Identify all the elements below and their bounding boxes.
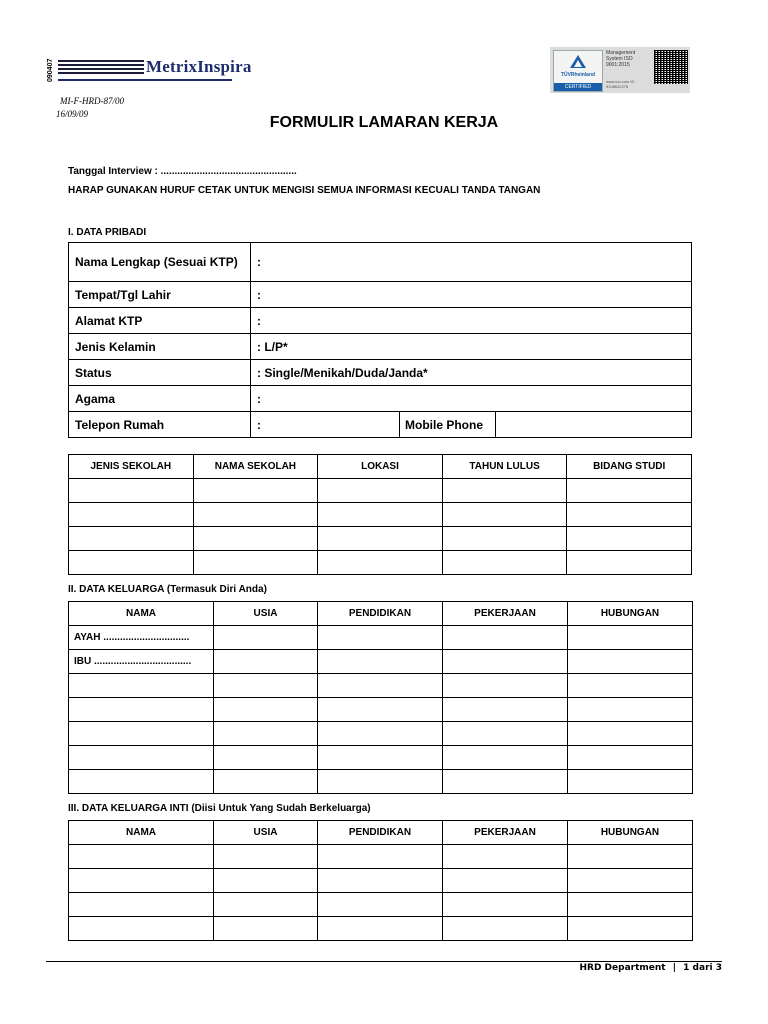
table-row xyxy=(69,503,692,527)
table-cell[interactable] xyxy=(214,893,318,917)
table-row xyxy=(69,698,693,722)
table-cell[interactable] xyxy=(443,869,568,893)
instruction-text: HARAP GUNAKAN HURUF CETAK UNTUK MENGISI SEMUA INFORMASI KECUALI TANDA TANGAN xyxy=(68,185,541,196)
home-phone-field[interactable]: : xyxy=(251,412,400,438)
table-cell[interactable] xyxy=(214,746,318,770)
mother-name-cell[interactable]: IBU ................................... xyxy=(69,650,214,674)
table-cell[interactable] xyxy=(442,479,567,503)
table-cell[interactable] xyxy=(318,527,443,551)
footer-page-number: 1 dari 3 xyxy=(683,963,722,973)
table-cell[interactable] xyxy=(214,626,318,650)
table-row xyxy=(69,282,692,308)
field-label: Mobile Phone xyxy=(400,412,496,438)
table-cell[interactable] xyxy=(568,698,693,722)
table-cell[interactable] xyxy=(69,845,214,869)
table-cell[interactable] xyxy=(443,626,568,650)
table-cell[interactable] xyxy=(69,527,194,551)
field-label: Tempat/Tgl Lahir xyxy=(69,282,251,308)
column-header: PEKERJAAN xyxy=(443,602,568,626)
table-cell[interactable] xyxy=(214,770,318,794)
table-row xyxy=(69,917,693,941)
column-header: JENIS SEKOLAH xyxy=(69,455,194,479)
column-header: USIA xyxy=(214,602,318,626)
birth-place-date-field[interactable]: : xyxy=(251,282,692,308)
table-row xyxy=(69,360,692,386)
table-cell[interactable] xyxy=(443,893,568,917)
table-row xyxy=(69,674,693,698)
tuv-name: TÜVRheinland xyxy=(560,72,596,78)
table-row xyxy=(69,243,692,282)
gender-field[interactable]: : L/P* xyxy=(251,334,692,360)
cert-site-text: www.tuv.com ID 9108632276 xyxy=(606,79,635,89)
tuv-certified-label: CERTIFIED xyxy=(554,83,602,91)
table-cell[interactable] xyxy=(69,746,214,770)
column-header: LOKASI xyxy=(318,455,443,479)
field-label: Status xyxy=(69,360,251,386)
table-cell[interactable] xyxy=(69,722,214,746)
column-header: HUBUNGAN xyxy=(568,821,693,845)
table-row xyxy=(69,650,693,674)
education-table xyxy=(68,454,692,575)
table-cell[interactable] xyxy=(443,674,568,698)
column-header: PENDIDIKAN xyxy=(318,602,443,626)
table-cell[interactable] xyxy=(69,869,214,893)
table-cell[interactable] xyxy=(193,479,318,503)
table-cell[interactable] xyxy=(318,917,443,941)
table-cell[interactable] xyxy=(318,551,443,575)
table-cell[interactable] xyxy=(214,698,318,722)
table-cell[interactable] xyxy=(443,845,568,869)
table-cell[interactable] xyxy=(442,503,567,527)
table-cell[interactable] xyxy=(318,869,443,893)
table-cell[interactable] xyxy=(318,845,443,869)
table-cell[interactable] xyxy=(567,503,692,527)
table-header-row xyxy=(69,602,693,626)
table-row xyxy=(69,479,692,503)
logo-stripes xyxy=(58,60,144,78)
table-cell[interactable] xyxy=(318,503,443,527)
table-row xyxy=(69,334,692,360)
table-row xyxy=(69,386,692,412)
table-cell[interactable] xyxy=(69,893,214,917)
table-cell[interactable] xyxy=(69,917,214,941)
table-cell[interactable] xyxy=(214,917,318,941)
table-cell[interactable] xyxy=(568,893,693,917)
table-cell[interactable] xyxy=(318,479,443,503)
table-cell[interactable] xyxy=(69,503,194,527)
column-header: BIDANG STUDI xyxy=(567,455,692,479)
table-row xyxy=(69,893,693,917)
table-cell[interactable] xyxy=(443,698,568,722)
table-cell[interactable] xyxy=(318,674,443,698)
table-cell[interactable] xyxy=(214,869,318,893)
doc-code: MI-F-HRD-87/00 xyxy=(60,96,124,106)
column-header: USIA xyxy=(214,821,318,845)
table-cell[interactable] xyxy=(443,650,568,674)
qr-code-icon xyxy=(654,50,688,84)
personal-data-table xyxy=(68,242,692,438)
table-header-row xyxy=(69,455,692,479)
iso-certification-badge xyxy=(550,47,690,93)
footer-divider xyxy=(46,961,722,962)
table-cell[interactable] xyxy=(69,479,194,503)
table-cell[interactable] xyxy=(567,551,692,575)
table-row xyxy=(69,308,692,334)
table-cell[interactable] xyxy=(318,893,443,917)
table-cell[interactable] xyxy=(214,650,318,674)
table-row xyxy=(69,722,693,746)
company-logo xyxy=(46,56,252,84)
family-table xyxy=(68,601,693,794)
column-header: NAMA xyxy=(69,602,214,626)
table-row xyxy=(69,551,692,575)
footer-department: HRD Department xyxy=(579,963,666,973)
column-header: HUBUNGAN xyxy=(568,602,693,626)
mobile-phone-field[interactable] xyxy=(496,412,692,438)
column-header: NAMA xyxy=(69,821,214,845)
table-header-row xyxy=(69,821,693,845)
table-cell[interactable] xyxy=(69,551,194,575)
column-header: PEKERJAAN xyxy=(443,821,568,845)
table-cell[interactable] xyxy=(214,674,318,698)
interview-date-field[interactable]: Tanggal Interview : ................................................. xyxy=(68,166,297,177)
father-name-cell[interactable]: AYAH ............................... xyxy=(69,626,214,650)
table-cell[interactable] xyxy=(318,770,443,794)
table-cell[interactable] xyxy=(193,551,318,575)
field-label: Jenis Kelamin xyxy=(69,334,251,360)
core-family-table xyxy=(68,820,693,941)
full-name-field[interactable]: : xyxy=(251,243,692,282)
table-cell[interactable] xyxy=(568,674,693,698)
table-cell[interactable] xyxy=(568,650,693,674)
cert-system-text: Management System ISO 9001:2015 xyxy=(606,50,636,68)
table-row xyxy=(69,770,693,794)
field-label: Nama Lengkap (Sesuai KTP) xyxy=(69,243,251,282)
table-row xyxy=(69,869,693,893)
table-cell[interactable] xyxy=(318,698,443,722)
column-header: NAMA SEKOLAH xyxy=(193,455,318,479)
table-row xyxy=(69,626,693,650)
logo-code: 090407 xyxy=(47,58,54,82)
table-cell[interactable] xyxy=(69,698,214,722)
table-cell[interactable] xyxy=(69,674,214,698)
table-cell[interactable] xyxy=(318,650,443,674)
table-cell[interactable] xyxy=(193,503,318,527)
table-cell[interactable] xyxy=(443,722,568,746)
section-personal-heading: I. DATA PRIBADI xyxy=(68,227,147,238)
footer-separator: | xyxy=(672,963,677,973)
table-cell[interactable] xyxy=(568,722,693,746)
table-row xyxy=(69,527,692,551)
field-label: Alamat KTP xyxy=(69,308,251,334)
table-cell[interactable] xyxy=(443,746,568,770)
table-cell[interactable] xyxy=(214,722,318,746)
marital-status-field[interactable]: : Single/Menikah/Duda/Janda* xyxy=(251,360,692,386)
doc-date: 16/09/09 xyxy=(56,109,89,119)
table-cell[interactable] xyxy=(567,527,692,551)
logo-text: MetrixInspira xyxy=(146,57,252,76)
table-cell[interactable] xyxy=(568,869,693,893)
table-cell[interactable] xyxy=(567,479,692,503)
table-row xyxy=(69,746,693,770)
table-cell[interactable] xyxy=(442,527,567,551)
table-cell[interactable] xyxy=(568,917,693,941)
table-row xyxy=(69,845,693,869)
table-cell[interactable] xyxy=(214,845,318,869)
table-cell[interactable] xyxy=(69,770,214,794)
table-row xyxy=(69,412,692,438)
table-cell[interactable] xyxy=(568,770,693,794)
table-cell[interactable] xyxy=(318,626,443,650)
table-cell[interactable] xyxy=(443,770,568,794)
table-cell[interactable] xyxy=(443,917,568,941)
section-family-heading: II. DATA KELUARGA (Termasuk Diri Anda) xyxy=(68,584,267,595)
field-label: Agama xyxy=(69,386,251,412)
tuv-logo xyxy=(553,50,603,92)
section-core-family-heading: III. DATA KELUARGA INTI (Diisi Untuk Yang Sudah Berkeluarga) xyxy=(68,803,371,814)
table-cell[interactable] xyxy=(442,551,567,575)
tuv-triangle-inner xyxy=(574,60,582,67)
address-field[interactable]: : xyxy=(251,308,692,334)
page-footer xyxy=(579,963,722,973)
religion-field[interactable]: : xyxy=(251,386,692,412)
table-cell[interactable] xyxy=(318,722,443,746)
table-cell[interactable] xyxy=(318,746,443,770)
field-label: Telepon Rumah xyxy=(69,412,251,438)
column-header: PENDIDIKAN xyxy=(318,821,443,845)
table-cell[interactable] xyxy=(568,845,693,869)
table-cell[interactable] xyxy=(568,746,693,770)
logo-underline xyxy=(58,79,232,81)
table-cell[interactable] xyxy=(193,527,318,551)
page-title: FORMULIR LAMARAN KERJA xyxy=(269,114,499,131)
table-cell[interactable] xyxy=(568,626,693,650)
column-header: TAHUN LULUS xyxy=(442,455,567,479)
